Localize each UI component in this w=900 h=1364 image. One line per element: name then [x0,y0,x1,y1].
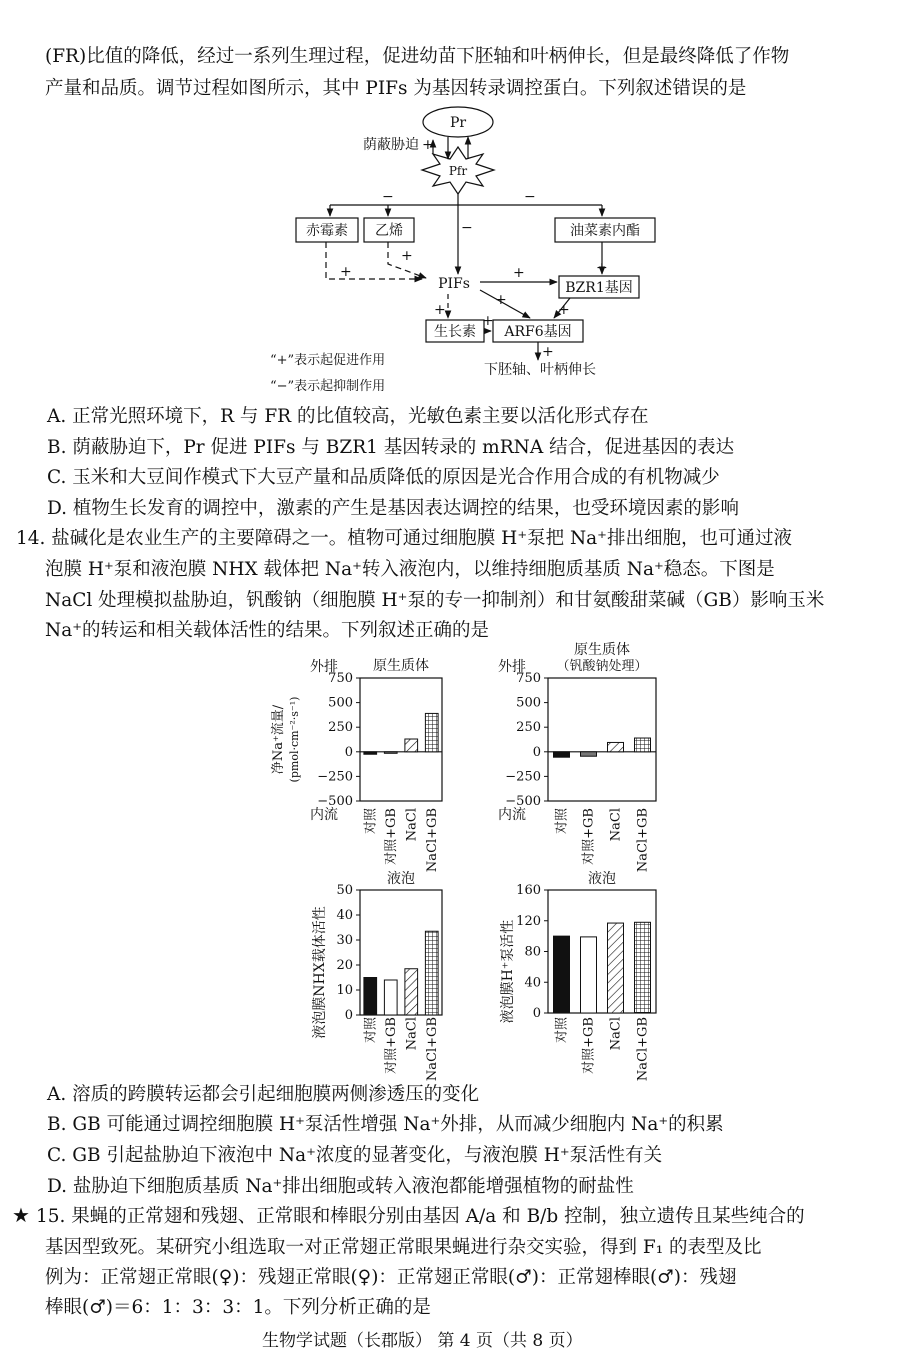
q14-line1: 14. 盐碱化是农业生产的主要障碍之一。植物可通过细胞膜 H⁺泵把 Na⁺排出细胞，也可通过液 [16,528,792,549]
plus-sign: + [513,265,525,281]
chart-title: 原生质体 [373,658,429,674]
y-tick-label: 750 [328,671,353,686]
auxin-label: 生长素 [434,324,476,340]
y-tick-label: 40 [336,908,353,923]
y-tick-label: 250 [516,720,541,736]
outflow-label: 外排 [310,659,338,675]
bar [554,936,570,1013]
y-tick-label: 250 [328,720,353,736]
q14-line4: Na⁺的转运和相关载体活性的结果。下列叙述正确的是 [45,620,489,641]
outcome-label: 下胚轴、叶柄伸长 [484,362,596,378]
bar [364,752,377,754]
q13-option-a: A. 正常光照环境下，R 与 FR 的比值较高，光敏色素主要以活化形式存在 [47,406,649,427]
y-tick-label: 0 [532,1006,541,1021]
plus-sign: + [482,313,494,329]
bar [608,742,624,751]
chart-title: 原生质体 [574,642,630,658]
bar [554,752,570,757]
bar [635,922,651,1013]
q13-option-d: D. 植物生长发育的调控中，激素的产生是基因表达调控的结果，也受环境因素的影响 [47,498,739,519]
bzr1-label: BZR1基因 [565,280,633,296]
x-category-label: 对照+GB [383,808,399,865]
q13-intro-line1: (FR)比值的降低，经过一系列生理过程，促进幼苗下胚轴和叶柄伸长，但是最终降低了作物 [45,46,790,67]
x-category-label: NaCl+GB [635,808,651,873]
x-category-label: NaCl [404,808,420,842]
q14-charts [0,640,900,1080]
chart-title: 液泡 [588,871,616,887]
plus-sign: + [542,344,554,360]
y-tick-label: 30 [336,933,353,948]
y-axis-title: (pmol·cm⁻²·s⁻¹) [288,696,301,783]
y-axis-title: 净Na⁺流量/ [271,704,286,775]
y-tick-label: 120 [516,913,541,929]
q14-option-c: C. GB 引起盐胁迫下液泡中 Na⁺浓度的显著变化，与液泡膜 H⁺泵活性有关 [47,1145,663,1166]
y-tick-label: −500 [505,794,541,809]
y-tick-label: 500 [516,695,541,711]
chart-title: 液泡 [387,871,415,887]
plus-sign: + [401,248,413,264]
q14-line3: NaCl 处理模拟盐胁迫，钒酸钠（细胞膜 H⁺泵的专一抑制剂）和甘氨酸甜菜碱（GB）影响玉米 [45,590,825,611]
plus-sign: + [495,292,507,308]
q14-line2: 泡膜 H⁺泵和液泡膜 NHX 载体把 Na⁺转入液泡内，以维持细胞质基质 Na⁺稳态。下图是 [45,559,775,580]
y-tick-label: 80 [524,944,541,960]
outflow-label: 外排 [498,659,526,675]
x-category-label: NaCl [608,1017,624,1051]
q15-line4: 棒眼(♂)＝6：1：3：3：1。下列分析正确的是 [45,1297,431,1318]
q15-line3: 例为：正常翅正常眼(♀)：残翅正常眼(♀)：正常翅正常眼(♂)：正常翅棒眼(♂)：残翅 [45,1267,737,1288]
legend-minus: “−”表示起抑制作用 [270,379,386,394]
x-category-label: NaCl [608,808,624,842]
bar [425,931,438,1015]
q14-option-d: D. 盐胁迫下细胞质基质 Na⁺排出细胞或转入液泡都能增强植物的耐盐性 [47,1176,634,1197]
x-category-label: 对照+GB [383,1017,399,1074]
bar [364,978,377,1016]
plus-sign: + [596,260,608,276]
y-tick-label: −250 [317,769,353,785]
y-axis-title: 液泡膜H⁺泵活性 [500,919,516,1024]
pifs-label: PIFs [438,276,470,292]
legend-plus: “+”表示起促进作用 [270,353,386,368]
minus-sign: − [461,220,473,236]
x-category-label: 对照+GB [581,808,597,865]
plus-sign: + [422,137,434,153]
plus-sign: + [434,302,446,318]
q13-option-c: C. 玉米和大豆间作模式下大豆产量和品质降低的原因是光合作用合成的有机物减少 [47,467,720,488]
bar [405,969,418,1015]
y-tick-label: 0 [344,744,353,760]
bar [405,739,418,752]
y-tick-label: 50 [336,883,353,898]
y-tick-label: 10 [336,983,353,998]
ethylene-label: 乙烯 [375,223,403,239]
y-tick-label: −250 [505,769,541,785]
q14-option-a: A. 溶质的跨膜转运都会引起细胞膜两侧渗透压的变化 [47,1084,480,1105]
y-tick-label: 0 [532,744,541,760]
q15-line2: 基因型致死。某研究小组选取一对正常翅正常眼果蝇进行杂交实验，得到 F₁ 的表型及比 [45,1237,762,1258]
plus-sign: + [340,264,352,280]
y-tick-label: 0 [344,1008,353,1023]
y-tick-label: 160 [516,883,541,898]
x-category-label: 对照 [363,808,379,835]
inflow-label: 内流 [498,807,526,823]
y-tick-label: 40 [524,975,541,991]
q15-line1: 15. 果蝇的正常翅和残翅、正常眼和棒眼分别由基因 A/a 和 B/b 控制，独立遗传且某些纯合的 [36,1206,805,1227]
bar [608,923,624,1013]
y-tick-label: 750 [516,671,541,686]
bar [635,738,651,752]
y-axis-title: 液泡膜NHX载体活性 [312,906,328,1039]
x-category-label: NaCl+GB [424,1017,440,1082]
y-tick-label: −500 [317,794,353,809]
minus-sign: − [524,189,536,205]
bar [581,937,597,1013]
x-category-label: 对照+GB [581,1017,597,1074]
bar [425,713,438,751]
q13-intro-line2: 产量和品质。调节过程如图所示，其中 PIFs 为基因转录调控蛋白。下列叙述错误的是 [45,78,747,99]
chart-subtitle: （钒酸钠处理） [556,659,648,674]
regulation-diagram [270,104,660,396]
x-category-label: NaCl [404,1017,420,1051]
shade-stress-label: 荫蔽胁迫 [363,137,419,153]
minus-sign: − [382,189,394,205]
plus-sign: + [558,302,570,318]
q13-option-b: B. 荫蔽胁迫下，Pr 促进 PIFs 与 BZR1 基因转录的 mRNA 结合，促进基因的表达 [47,437,735,458]
x-category-label: 对照 [554,808,570,835]
x-category-label: NaCl+GB [635,1017,651,1082]
bar [581,752,597,756]
gibberellin-label: 赤霉素 [306,223,348,239]
star-icon: ★ [12,1203,30,1227]
page-footer: 生物学试题（长郡版） 第 4 页（共 8 页） [262,1331,583,1351]
bar [384,980,397,1015]
q14-option-b: B. GB 可能通过调控细胞膜 H⁺泵活性增强 Na⁺外排，从而减少细胞内 Na⁺的积累 [47,1114,724,1135]
brassinosteroid-label: 油菜素内酯 [570,223,640,239]
x-category-label: NaCl+GB [424,808,440,873]
x-category-label: 对照 [554,1017,570,1044]
pr-label: Pr [449,115,467,131]
pfr-label: Pfr [448,164,468,178]
bar [384,752,397,754]
y-tick-label: 20 [336,958,353,973]
inflow-label: 内流 [310,807,338,823]
y-tick-label: 500 [328,695,353,711]
arf6-label: ARF6基因 [504,324,572,340]
x-category-label: 对照 [363,1017,379,1044]
